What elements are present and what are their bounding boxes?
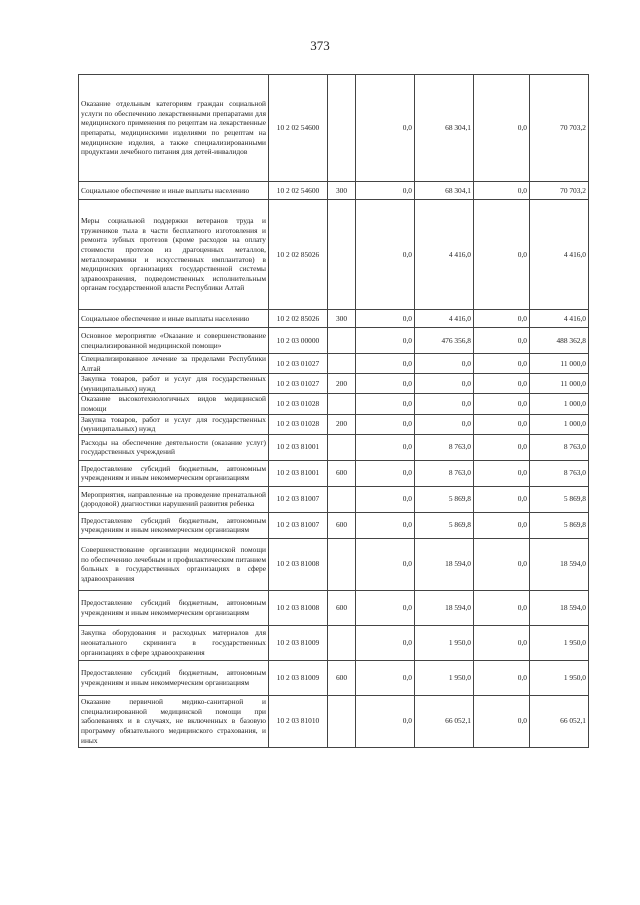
amount-column-4: 8 763,0	[530, 460, 589, 486]
amount-column-1: 0,0	[356, 374, 415, 394]
budget-classification-code: 10 2 03 01027	[269, 354, 328, 374]
table-row	[79, 660, 589, 695]
amount-column-1: 0,0	[356, 538, 415, 590]
expense-type-code	[328, 538, 356, 590]
expense-type-code: 600	[328, 512, 356, 538]
table-row	[79, 625, 589, 660]
expense-type-code: 600	[328, 590, 356, 625]
amount-column-4: 11 000,0	[530, 354, 589, 374]
expense-type-code	[328, 625, 356, 660]
table-row	[79, 394, 589, 414]
expense-type-code	[328, 434, 356, 460]
amount-column-3: 0,0	[474, 354, 530, 374]
row-description: Закупка товаров, работ и услуг для государственных (муниципальных) нужд	[79, 374, 269, 394]
amount-column-1: 0,0	[356, 660, 415, 695]
table-row	[79, 695, 589, 747]
row-description: Предоставление субсидий бюджетным, автономным учреждениям и иным некоммерческим организациям	[79, 460, 269, 486]
table-row	[79, 374, 589, 394]
amount-column-4: 488 362,8	[530, 328, 589, 354]
table-row	[79, 75, 589, 182]
amount-column-2: 476 356,8	[415, 328, 474, 354]
budget-classification-code: 10 2 03 81007	[269, 512, 328, 538]
amount-column-2: 8 763,0	[415, 434, 474, 460]
amount-column-4: 4 416,0	[530, 310, 589, 328]
row-description: Специализированное лечение за пределами Республики Алтай	[79, 354, 269, 374]
expense-type-code	[328, 200, 356, 310]
table-row	[79, 512, 589, 538]
expense-type-code: 200	[328, 374, 356, 394]
expense-type-code	[328, 75, 356, 182]
expense-type-code	[328, 695, 356, 747]
amount-column-2: 66 052,1	[415, 695, 474, 747]
budget-classification-code: 10 2 03 81009	[269, 625, 328, 660]
amount-column-4: 8 763,0	[530, 434, 589, 460]
amount-column-1: 0,0	[356, 460, 415, 486]
table-row	[79, 590, 589, 625]
amount-column-2: 0,0	[415, 394, 474, 414]
amount-column-3: 0,0	[474, 200, 530, 310]
budget-classification-code: 10 2 02 85026	[269, 310, 328, 328]
expense-type-code: 600	[328, 660, 356, 695]
amount-column-1: 0,0	[356, 695, 415, 747]
amount-column-3: 0,0	[474, 374, 530, 394]
table-row	[79, 182, 589, 200]
amount-column-4: 66 052,1	[530, 695, 589, 747]
budget-classification-code: 10 2 02 85026	[269, 200, 328, 310]
amount-column-1: 0,0	[356, 512, 415, 538]
row-description: Основное мероприятие «Оказание и совершенствование специализированной медицинской помощи»	[79, 328, 269, 354]
table-row	[79, 354, 589, 374]
amount-column-3: 0,0	[474, 590, 530, 625]
amount-column-3: 0,0	[474, 75, 530, 182]
expense-type-code: 600	[328, 460, 356, 486]
amount-column-4: 5 869,8	[530, 512, 589, 538]
amount-column-4: 4 416,0	[530, 200, 589, 310]
amount-column-2: 1 950,0	[415, 660, 474, 695]
row-description: Закупка оборудования и расходных материалов для неонатального скрининга в государственных организациях в сфере здравоохранения	[79, 625, 269, 660]
amount-column-1: 0,0	[356, 486, 415, 512]
budget-classification-code: 10 2 03 81008	[269, 538, 328, 590]
amount-column-4: 18 594,0	[530, 538, 589, 590]
amount-column-2: 4 416,0	[415, 200, 474, 310]
row-description: Оказание высокотехнологичных видов медицинской помощи	[79, 394, 269, 414]
budget-table	[78, 74, 589, 748]
amount-column-3: 0,0	[474, 414, 530, 434]
page-number: 373	[310, 38, 330, 53]
budget-classification-code: 10 2 03 81009	[269, 660, 328, 695]
amount-column-2: 5 869,8	[415, 486, 474, 512]
expense-type-code	[328, 328, 356, 354]
amount-column-1: 0,0	[356, 200, 415, 310]
amount-column-2: 5 869,8	[415, 512, 474, 538]
expense-type-code	[328, 394, 356, 414]
expense-type-code: 300	[328, 182, 356, 200]
amount-column-2: 68 304,1	[415, 75, 474, 182]
amount-column-3: 0,0	[474, 486, 530, 512]
expense-type-code: 200	[328, 414, 356, 434]
amount-column-4: 11 000,0	[530, 374, 589, 394]
row-description: Предоставление субсидий бюджетным, автономным учреждениям и иным некоммерческим организациям	[79, 590, 269, 625]
budget-classification-code: 10 2 02 54600	[269, 182, 328, 200]
amount-column-3: 0,0	[474, 512, 530, 538]
budget-classification-code: 10 2 03 01028	[269, 414, 328, 434]
amount-column-2: 0,0	[415, 354, 474, 374]
amount-column-3: 0,0	[474, 328, 530, 354]
amount-column-3: 0,0	[474, 434, 530, 460]
amount-column-3: 0,0	[474, 538, 530, 590]
row-description: Предоставление субсидий бюджетным, автономным учреждениям и иным некоммерческим организациям	[79, 660, 269, 695]
row-description: Оказание отдельным категориям граждан социальной услуги по обеспечению лекарственными препаратами для медицинского применения по рецептам на лекарственные препараты, медицинскими изделиями по рецептам на медицинские изделия, а также специализированными продуктами лечебного питания для детей-инвалидов	[79, 75, 269, 182]
row-description: Совершенствование организации медицинской помощи по обеспечению лечебным и профилактическим питанием больных в государственных организациях в сфере здравоохранения	[79, 538, 269, 590]
budget-classification-code: 10 2 02 54600	[269, 75, 328, 182]
amount-column-3: 0,0	[474, 394, 530, 414]
table-row	[79, 538, 589, 590]
row-description: Закупка товаров, работ и услуг для государственных (муниципальных) нужд	[79, 414, 269, 434]
amount-column-4: 5 869,8	[530, 486, 589, 512]
expense-type-code	[328, 486, 356, 512]
amount-column-4: 18 594,0	[530, 590, 589, 625]
amount-column-2: 0,0	[415, 414, 474, 434]
table-row	[79, 460, 589, 486]
amount-column-2: 8 763,0	[415, 460, 474, 486]
amount-column-1: 0,0	[356, 354, 415, 374]
row-description: Оказание первичной медико-санитарной и специализированной медицинской помощи при заболеваниях и в случаях, не включенных в базовую программу обязательного медицинского страхования, и иных	[79, 695, 269, 747]
amount-column-4: 70 703,2	[530, 75, 589, 182]
table-row	[79, 486, 589, 512]
expense-type-code: 300	[328, 310, 356, 328]
amount-column-1: 0,0	[356, 434, 415, 460]
budget-classification-code: 10 2 03 01027	[269, 374, 328, 394]
amount-column-1: 0,0	[356, 310, 415, 328]
amount-column-4: 70 703,2	[530, 182, 589, 200]
amount-column-2: 18 594,0	[415, 538, 474, 590]
budget-classification-code: 10 2 03 00000	[269, 328, 328, 354]
amount-column-1: 0,0	[356, 75, 415, 182]
table-row	[79, 414, 589, 434]
amount-column-2: 1 950,0	[415, 625, 474, 660]
amount-column-4: 1 950,0	[530, 660, 589, 695]
row-description: Расходы на обеспечение деятельности (оказание услуг) государственных учреждений	[79, 434, 269, 460]
budget-classification-code: 10 2 03 81007	[269, 486, 328, 512]
budget-classification-code: 10 2 03 01028	[269, 394, 328, 414]
amount-column-3: 0,0	[474, 460, 530, 486]
amount-column-1: 0,0	[356, 182, 415, 200]
amount-column-4: 1 950,0	[530, 625, 589, 660]
row-description: Мероприятия, направленные на проведение пренатальной (дородовой) диагностики нарушений развития ребенка	[79, 486, 269, 512]
amount-column-1: 0,0	[356, 394, 415, 414]
amount-column-1: 0,0	[356, 625, 415, 660]
amount-column-3: 0,0	[474, 625, 530, 660]
expense-type-code	[328, 354, 356, 374]
table-row	[79, 310, 589, 328]
amount-column-1: 0,0	[356, 328, 415, 354]
table-row	[79, 328, 589, 354]
amount-column-3: 0,0	[474, 310, 530, 328]
amount-column-1: 0,0	[356, 414, 415, 434]
amount-column-3: 0,0	[474, 660, 530, 695]
amount-column-4: 1 000,0	[530, 394, 589, 414]
row-description: Социальное обеспечение и иные выплаты населению	[79, 182, 269, 200]
budget-classification-code: 10 2 03 81001	[269, 460, 328, 486]
amount-column-2: 4 416,0	[415, 310, 474, 328]
budget-classification-code: 10 2 03 81008	[269, 590, 328, 625]
row-description: Меры социальной поддержки ветеранов труда и тружеников тыла в части бесплатного изготовления и ремонта зубных протезов (кроме расходов на оплату стоимости протезов из драгоценных металлов, металлокерамики и искусственных имплантатов) в медицинских организациях государственной системы здравоохранения, подведомственных исполнительным органам государственной власти Республики Алтай	[79, 200, 269, 310]
table-row	[79, 200, 589, 310]
amount-column-1: 0,0	[356, 590, 415, 625]
budget-classification-code: 10 2 03 81010	[269, 695, 328, 747]
table-row	[79, 434, 589, 460]
amount-column-2: 68 304,1	[415, 182, 474, 200]
row-description: Предоставление субсидий бюджетным, автономным учреждениям и иным некоммерческим организациям	[79, 512, 269, 538]
amount-column-3: 0,0	[474, 695, 530, 747]
row-description: Социальное обеспечение и иные выплаты населению	[79, 310, 269, 328]
budget-table-body	[79, 75, 589, 748]
amount-column-4: 1 000,0	[530, 414, 589, 434]
amount-column-2: 18 594,0	[415, 590, 474, 625]
budget-classification-code: 10 2 03 81001	[269, 434, 328, 460]
amount-column-3: 0,0	[474, 182, 530, 200]
amount-column-2: 0,0	[415, 374, 474, 394]
